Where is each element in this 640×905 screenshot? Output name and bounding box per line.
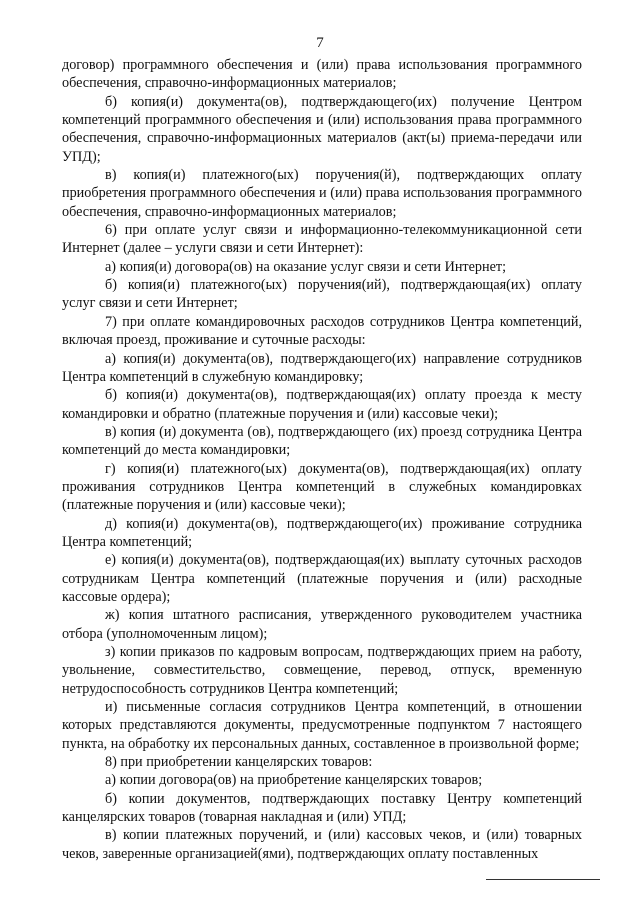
paragraph-7i: и) письменные согласия сотрудников Центра компетенций, в отношении которых представляются документы, предусмотренные подпунктом 7 настоящего пункта, на обработку их персональных данных, составленное в произвольной форме;: [62, 699, 582, 752]
paragraph-7b: б) копия(и) документа(ов), подтверждающая(их) оплату проезда к месту командировки и обратно (платежные поручения и (или) кассовые чеки);: [62, 387, 582, 422]
paragraph-8: 8) при приобретении канцелярских товаров:: [105, 754, 373, 771]
paragraph-5b: б) копия(и) документа(ов), подтверждающего(их) получение Центром компетенций программного обеспечения и (или) использования права программного обеспечения, справочно-информационных материалов (акт(ы) приема-передачи или УПД);: [62, 93, 582, 165]
paragraph-8v: в) копии платежных поручений, и (или) кассовых чеков, и (или) товарных чеков, заверенные организацией(ями), подтверждающих оплату поставленных: [62, 827, 582, 862]
paragraph-8b: б) копии документов, подтверждающих поставку Центру компетенций канцелярских товаров (товарная накладная и (или) УПД;: [62, 790, 582, 826]
paragraph-7zh: ж) копия штатного расписания, утвержденного руководителем участника отбора (уполномоченным лицом);: [62, 607, 582, 642]
document-body: [62, 56, 582, 863]
paragraph-7d: д) копия(и) документа(ов), подтверждающего(их) проживание сотрудника Центра компетенций;: [62, 515, 582, 550]
paragraph-6a: а) копия(и) договора(ов) на оказание услуг связи и сети Интернет;: [105, 258, 507, 275]
paragraph-7e: е) копия(и) документа(ов), подтверждающая(их) выплату суточных расходов сотрудникам Центра компетенций (платежные поручения и (или) расходные кассовые ордера);: [62, 552, 582, 605]
paragraph-7a: а) копия(и) документа(ов), подтверждающего(их) направление сотрудников Центра компетенций в служебную командировку;: [62, 350, 582, 385]
paragraph-5v: в) копия(и) платежного(ых) поручения(й), подтверждающих оплату приобретения программного обеспечения и (или) права использования программного обеспечения, справочно-информационных материалов;: [62, 167, 582, 220]
paragraph-6b: б) копия(и) платежного(ых) поручения(ий), подтверждающая(их) оплату услуг связи и сети Интернет;: [62, 277, 582, 312]
page-number: 7: [316, 35, 324, 51]
paragraph-7: 7) при оплате командировочных расходов сотрудников Центра компетенций, включая проезд, проживание и суточные расходы:: [62, 313, 582, 349]
paragraph-continuation: договор) программного обеспечения и (или) права использования программного обеспечения, справочно-информационных материалов;: [62, 57, 582, 92]
footer-rule: [486, 879, 600, 880]
paragraph-8a: а) копии договора(ов) на приобретение канцелярских товаров;: [105, 772, 483, 789]
paragraph-7z: з) копии приказов по кадровым вопросам, подтверждающих прием на работу, увольнение, совместительство, совмещение, перевод, отпуск, временную нетрудоспособность сотрудников Центра компетенций;: [62, 644, 582, 697]
paragraph-7v: в) копия (и) документа (ов), подтверждающего (их) проезд сотрудника Центра компетенций до места командировки;: [62, 423, 582, 459]
paragraph-6: 6) при оплате услуг связи и информационно-телекоммуникационной сети Интернет (далее – услуги связи и сети Интернет):: [62, 222, 582, 257]
paragraph-7g: г) копия(и) платежного(ых) документа(ов), подтверждающая(их) оплату проживания сотрудников Центра компетенций в служебных командировках (платежные поручения и (или) кассовые чеки);: [62, 460, 582, 514]
